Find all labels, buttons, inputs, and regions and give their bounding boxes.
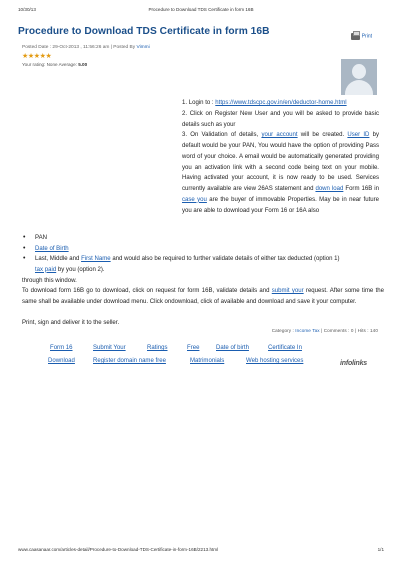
author-link[interactable]: Vimmi: [136, 45, 150, 50]
user-id-link[interactable]: User ID: [347, 132, 370, 139]
rating-prefix: Your rating: None Average:: [22, 62, 79, 67]
posted-text: Posted Date : 29-Oct-2013 , 11:56:26 am | Posted By: [22, 45, 137, 50]
download-link[interactable]: down load: [315, 186, 344, 192]
body-para-2-text-b: request. After some time the same shall be available under download menu. Click ondownload, click of available and download and save it your computer.: [22, 288, 384, 305]
body-para-2: [22, 286, 384, 308]
step-1: [182, 98, 379, 109]
print-page-title: Procedure to Download TDS Certificate in form 16B: [148, 7, 254, 12]
step-2: 2. Click on Register New User and you will be asked to provide basic details such as your: [182, 110, 379, 128]
bullet-dot-icon: •: [23, 255, 26, 262]
ad-link[interactable]: Date of birth: [216, 345, 249, 351]
ad-link[interactable]: Download: [48, 358, 75, 364]
body-para-2-text-a: To download form 16B go to download, click on request for form 16B, validate details and: [22, 288, 272, 294]
category-suffix: | Comments : 0 | Hits : 140: [319, 328, 378, 333]
category-prefix: Category :: [271, 328, 296, 333]
bullet-pan-text: PAN: [35, 235, 47, 241]
step-3: [182, 130, 379, 216]
ad-link[interactable]: Web hosting services: [246, 358, 304, 364]
step-3-text-c: by default would be your PAN, You would have the option of providing Pass word of your choice. A email would be automatically generated providing you an activation link with a second code being text on your mobile. Having activated your account, it is now ready to be used. Services currently available are view 26AS statement and: [182, 132, 379, 192]
step-3-text-d: Form 16B in: [343, 186, 379, 192]
step-3-text-a: 3. On Validation of details,: [182, 132, 262, 139]
submit-your-link[interactable]: submit your: [271, 288, 304, 294]
print-date: 10/30/13: [18, 7, 36, 12]
tdscpc-link[interactable]: https://www.tdscpc.gov.in/en/deductor-home.html: [215, 100, 347, 106]
rating-value: 5.00: [78, 62, 88, 67]
step-1-text: 1. Login to :: [182, 100, 216, 106]
printer-icon: [351, 33, 360, 40]
date-of-birth-link[interactable]: Date of Birth: [35, 246, 69, 252]
category-line: [272, 328, 378, 333]
print-footer-url: www.caasanaar.com/articles-detail/Procedure-to-Download-TDS-Certificate-in-form-16B/2213.html: [18, 547, 219, 552]
avatar-body-icon: [345, 80, 373, 95]
bullet-dot-icon: •: [23, 245, 26, 252]
print-header: [18, 7, 384, 17]
ad-link[interactable]: Certificate In: [268, 345, 302, 351]
bullet-names-text-c: by you (option 2).: [56, 266, 105, 273]
print-button[interactable]: [351, 33, 372, 40]
steps-block: [182, 98, 379, 216]
bullet-pan: [23, 233, 385, 244]
case-you-link[interactable]: case you: [182, 196, 207, 203]
rating-stars[interactable]: ★★★★★: [22, 53, 52, 60]
ad-link[interactable]: Submit Your: [93, 345, 126, 351]
category-income-tax-link[interactable]: Income Tax: [295, 328, 320, 333]
first-name-link[interactable]: First Name: [81, 256, 111, 262]
your-account-link[interactable]: your account: [261, 132, 298, 139]
ad-link[interactable]: Form 16: [50, 345, 73, 351]
print-label: Print: [361, 33, 372, 40]
step-3-text-e: are the buyer of immovable Properties. May be in near future you are able to download your Form 16 or 16A also: [182, 196, 380, 214]
rating-text: [22, 62, 87, 67]
infolinks-logo: infolinks: [340, 360, 367, 367]
ad-link[interactable]: Matrimonials: [190, 358, 225, 364]
ad-link[interactable]: Ratings: [147, 345, 168, 351]
step-3-text-b: will be created.: [297, 132, 348, 139]
bullet-names-text-b: and would also be required to further validate details of either tax deducted (option 1): [110, 256, 340, 262]
bullet-dot-icon: •: [23, 234, 26, 241]
avatar-head-icon: [352, 64, 366, 79]
author-avatar: [341, 59, 377, 95]
ad-link[interactable]: Register domain name free: [93, 358, 166, 364]
print-footer-page: 1/1: [377, 547, 384, 552]
body-para-3: Print, sign and deliver it to the seller.: [22, 320, 120, 326]
tax-paid-link[interactable]: tax paid: [35, 266, 57, 273]
print-footer: [18, 547, 384, 552]
ad-link[interactable]: Free: [187, 345, 200, 351]
bullet-names: [23, 254, 385, 276]
bullet-names-text-a: Last, Middle and: [35, 256, 82, 262]
posted-meta: [22, 45, 150, 50]
article-title: Procedure to Download TDS Certificate in form 16B: [18, 26, 270, 37]
body-para-1: through this window.: [22, 278, 77, 284]
